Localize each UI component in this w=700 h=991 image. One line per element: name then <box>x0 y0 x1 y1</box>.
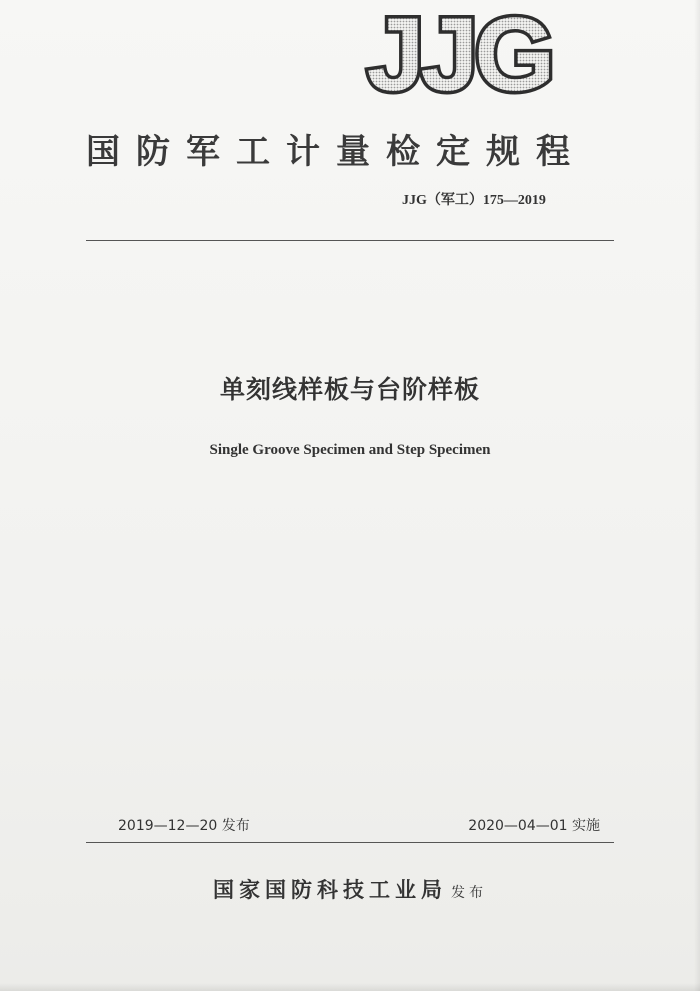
document-title-en: Single Groove Specimen and Step Specimen <box>209 442 491 458</box>
jjg-logo <box>348 8 570 98</box>
publisher-suffix: 发布 <box>451 885 487 901</box>
page-bottom-shadow <box>0 983 700 991</box>
issue-date: 2019—12—20 发布 <box>118 818 250 834</box>
logo-text: JJG <box>366 8 552 98</box>
top-divider <box>86 240 614 241</box>
bottom-divider <box>86 842 614 843</box>
standard-code: JJG（军工）175—2019 <box>402 193 546 208</box>
document-title-cn: 单刻线样板与台阶样板 <box>219 375 480 404</box>
publisher-line <box>0 874 700 904</box>
publisher-name: 国家国防科技工业局 <box>213 877 447 902</box>
implementation-date: 2020—04—01 实施 <box>468 818 600 834</box>
page-edge-shadow <box>694 0 700 991</box>
org-title: 国防军工计量检定规程 <box>86 132 586 172</box>
